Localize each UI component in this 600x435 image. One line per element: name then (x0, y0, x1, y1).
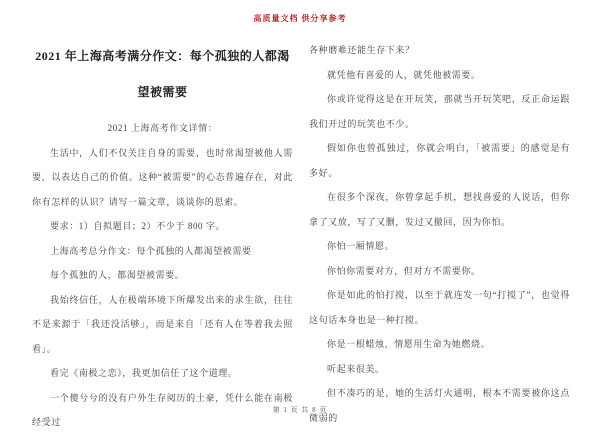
paragraph: 生活中，人们不仅关注自身的需要，也时常渴望被他人需要，以表达自己的价值。这种“被需要”的心态普遍存在，对此你有怎样的认识？请写一篇文章，谈谈你的思索。 (32, 147, 293, 207)
page-number-footer: 第 1 页 共 8 页 (272, 406, 328, 414)
document-title: 2021 年上海高考满分作文：每个孤独的人都渴望被需要 (35, 49, 290, 99)
paragraph: 要求：1）自拟题目；2）不少于 800 字。 (50, 221, 226, 231)
paragraph: 上海高考总分作文：每个孤独的人都渴望被需要 (50, 245, 252, 256)
paragraph: 看完《南极之恋》，我更加信任了这个道理。 (50, 368, 238, 378)
paragraph: 听起来很美。 (327, 363, 385, 374)
paragraph: 你是如此的怕打搅，以至于就连发一句“打搅了”，也觉得这句话本身也是一种打搅。 (309, 290, 570, 325)
paragraph: 你是一根蜡烛，情愿用生命为她燃烧。 (327, 339, 491, 349)
paragraph: 你或许觉得这是在开玩笑，那就当开玩笑吧，反正命运跟我们开过的玩笑也不少。 (309, 94, 570, 129)
paragraph: 在很多个深夜，你曾拿起手机，想找喜爱的人说话，但你拿了又放，写了又删，发过又撤回，因为你怕。 (309, 192, 570, 227)
paragraph: 就凭他有喜爱的人，就凭他被需要。 (327, 69, 481, 80)
watermark-header: 高质量文档 供分享参考 (253, 14, 347, 23)
left-column (32, 38, 293, 427)
paragraph: 但不凑巧的是，她的生活灯火通明，根本不需要被你这点微弱的 (309, 388, 570, 423)
paragraph: 假如你也曾孤独过，你就会明白，「被需要」的感觉是有多好。 (309, 143, 570, 178)
paragraph: 2021 上海高考作文详情： (107, 123, 218, 133)
paragraph: 你怕你需要对方，但对方不需要你。 (327, 265, 481, 276)
paragraph: 每个孤独的人，都渴望被需要。 (50, 270, 185, 280)
paragraph: 各种磨难还能生存下来？ (309, 45, 415, 55)
paragraph: 一个傻兮兮的没有户外生存阅历的土豪，凭什么能在南极经受过 (32, 392, 293, 427)
right-column (309, 38, 570, 423)
paragraph: 你怕一厢情愿。 (327, 241, 395, 251)
paragraph: 我始终信任，人在极端环境下所爆发出来的求生欲，往往不是来源于「我还没活够」，而是来自「还有人在等着我去照看」。 (32, 294, 293, 354)
